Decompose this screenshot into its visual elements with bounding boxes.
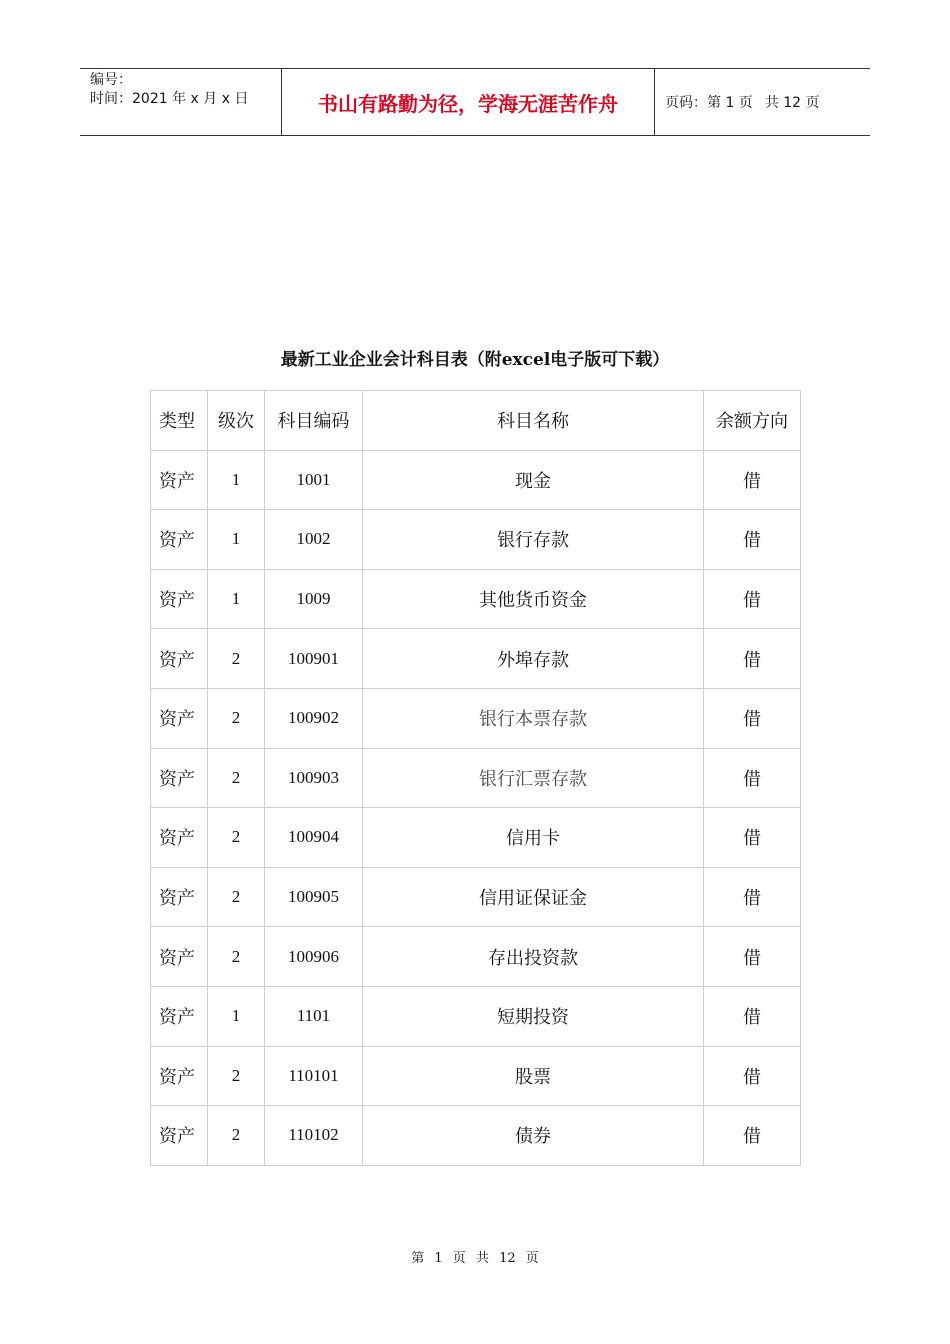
cell-name: 银行存款 [363,510,704,570]
cell-code: 1002 [265,510,363,570]
table-row [151,986,801,1046]
cell-level: 1 [208,986,265,1046]
footer-total-unit: 页 [525,1251,539,1266]
cell-level: 2 [208,808,265,868]
cell-level: 2 [208,629,265,689]
cell-level: 2 [208,748,265,808]
cell-code: 1001 [265,450,363,510]
cell-level: 2 [208,867,265,927]
cell-level: 2 [208,1046,265,1106]
cell-type: 资产 [151,986,208,1046]
cell-code: 100902 [265,688,363,748]
cell-name: 现金 [363,450,704,510]
footer-page-number: 1 [434,1251,443,1266]
cell-code: 100906 [265,927,363,987]
cell-code: 1009 [265,569,363,629]
cell-code: 110102 [265,1106,363,1166]
header-page-info [655,69,870,135]
document-number-label: 编号： [90,72,132,88]
cell-name: 银行汇票存款 [363,748,704,808]
table-row [151,629,801,689]
cell-level: 1 [208,510,265,570]
cell-type: 资产 [151,569,208,629]
cell-name: 股票 [363,1046,704,1106]
cell-level: 1 [208,450,265,510]
cell-code: 1101 [265,986,363,1046]
cell-direction: 借 [704,927,801,987]
column-header-level: 级次 [208,391,265,451]
table-row [151,748,801,808]
page-header [80,68,870,136]
cell-code: 100901 [265,629,363,689]
table-row [151,867,801,927]
cell-type: 资产 [151,867,208,927]
cell-name: 其他货币资金 [363,569,704,629]
cell-type: 资产 [151,510,208,570]
cell-direction: 借 [704,808,801,868]
cell-type: 资产 [151,748,208,808]
footer-page-unit: 页 [452,1251,466,1266]
footer-total-number: 12 [499,1251,516,1266]
table-row [151,808,801,868]
cell-name: 外埠存款 [363,629,704,689]
cell-direction: 借 [704,986,801,1046]
table-row [151,450,801,510]
cell-direction: 借 [704,867,801,927]
header-motto: 书山有路勤为径，学海无涯苦作舟 [282,69,655,135]
cell-direction: 借 [704,510,801,570]
table-row [151,569,801,629]
table-row [151,1046,801,1106]
cell-type: 资产 [151,450,208,510]
cell-name: 债券 [363,1106,704,1166]
document-title: 最新工业企业会计科目表（附excel电子版可下载） [280,350,670,370]
table-row [151,1106,801,1166]
header-page-number: 页码：第 1 页 [665,95,753,111]
cell-direction: 借 [704,1046,801,1106]
header-total-pages: 共 12 页 [764,95,820,111]
cell-direction: 借 [704,688,801,748]
cell-level: 2 [208,927,265,987]
column-header-type: 类型 [151,391,208,451]
cell-direction: 借 [704,1106,801,1166]
cell-code: 110101 [265,1046,363,1106]
cell-direction: 借 [704,629,801,689]
column-header-direction: 余额方向 [704,391,801,451]
document-time-label: 时间：2021 年 x 月 x 日 [90,91,249,107]
footer-page-prefix: 第 [411,1251,425,1266]
table-row [151,510,801,570]
table-row [151,688,801,748]
cell-level: 1 [208,569,265,629]
cell-direction: 借 [704,450,801,510]
cell-code: 100905 [265,867,363,927]
cell-type: 资产 [151,808,208,868]
header-meta [80,69,282,135]
cell-type: 资产 [151,927,208,987]
cell-type: 资产 [151,1106,208,1166]
cell-code: 100904 [265,808,363,868]
cell-name: 存出投资款 [363,927,704,987]
cell-level: 2 [208,688,265,748]
table-row [151,927,801,987]
cell-code: 100903 [265,748,363,808]
cell-type: 资产 [151,1046,208,1106]
cell-name: 银行本票存款 [363,688,704,748]
cell-level: 2 [208,1106,265,1166]
cell-name: 信用卡 [363,808,704,868]
table-header-row [151,391,801,451]
cell-direction: 借 [704,569,801,629]
column-header-code: 科目编码 [265,391,363,451]
account-table [150,390,801,1166]
cell-type: 资产 [151,688,208,748]
column-header-name: 科目名称 [363,391,704,451]
cell-type: 资产 [151,629,208,689]
footer-total-prefix: 共 [475,1251,489,1266]
cell-name: 信用证保证金 [363,867,704,927]
cell-direction: 借 [704,748,801,808]
page-footer [0,1247,950,1266]
cell-name: 短期投资 [363,986,704,1046]
